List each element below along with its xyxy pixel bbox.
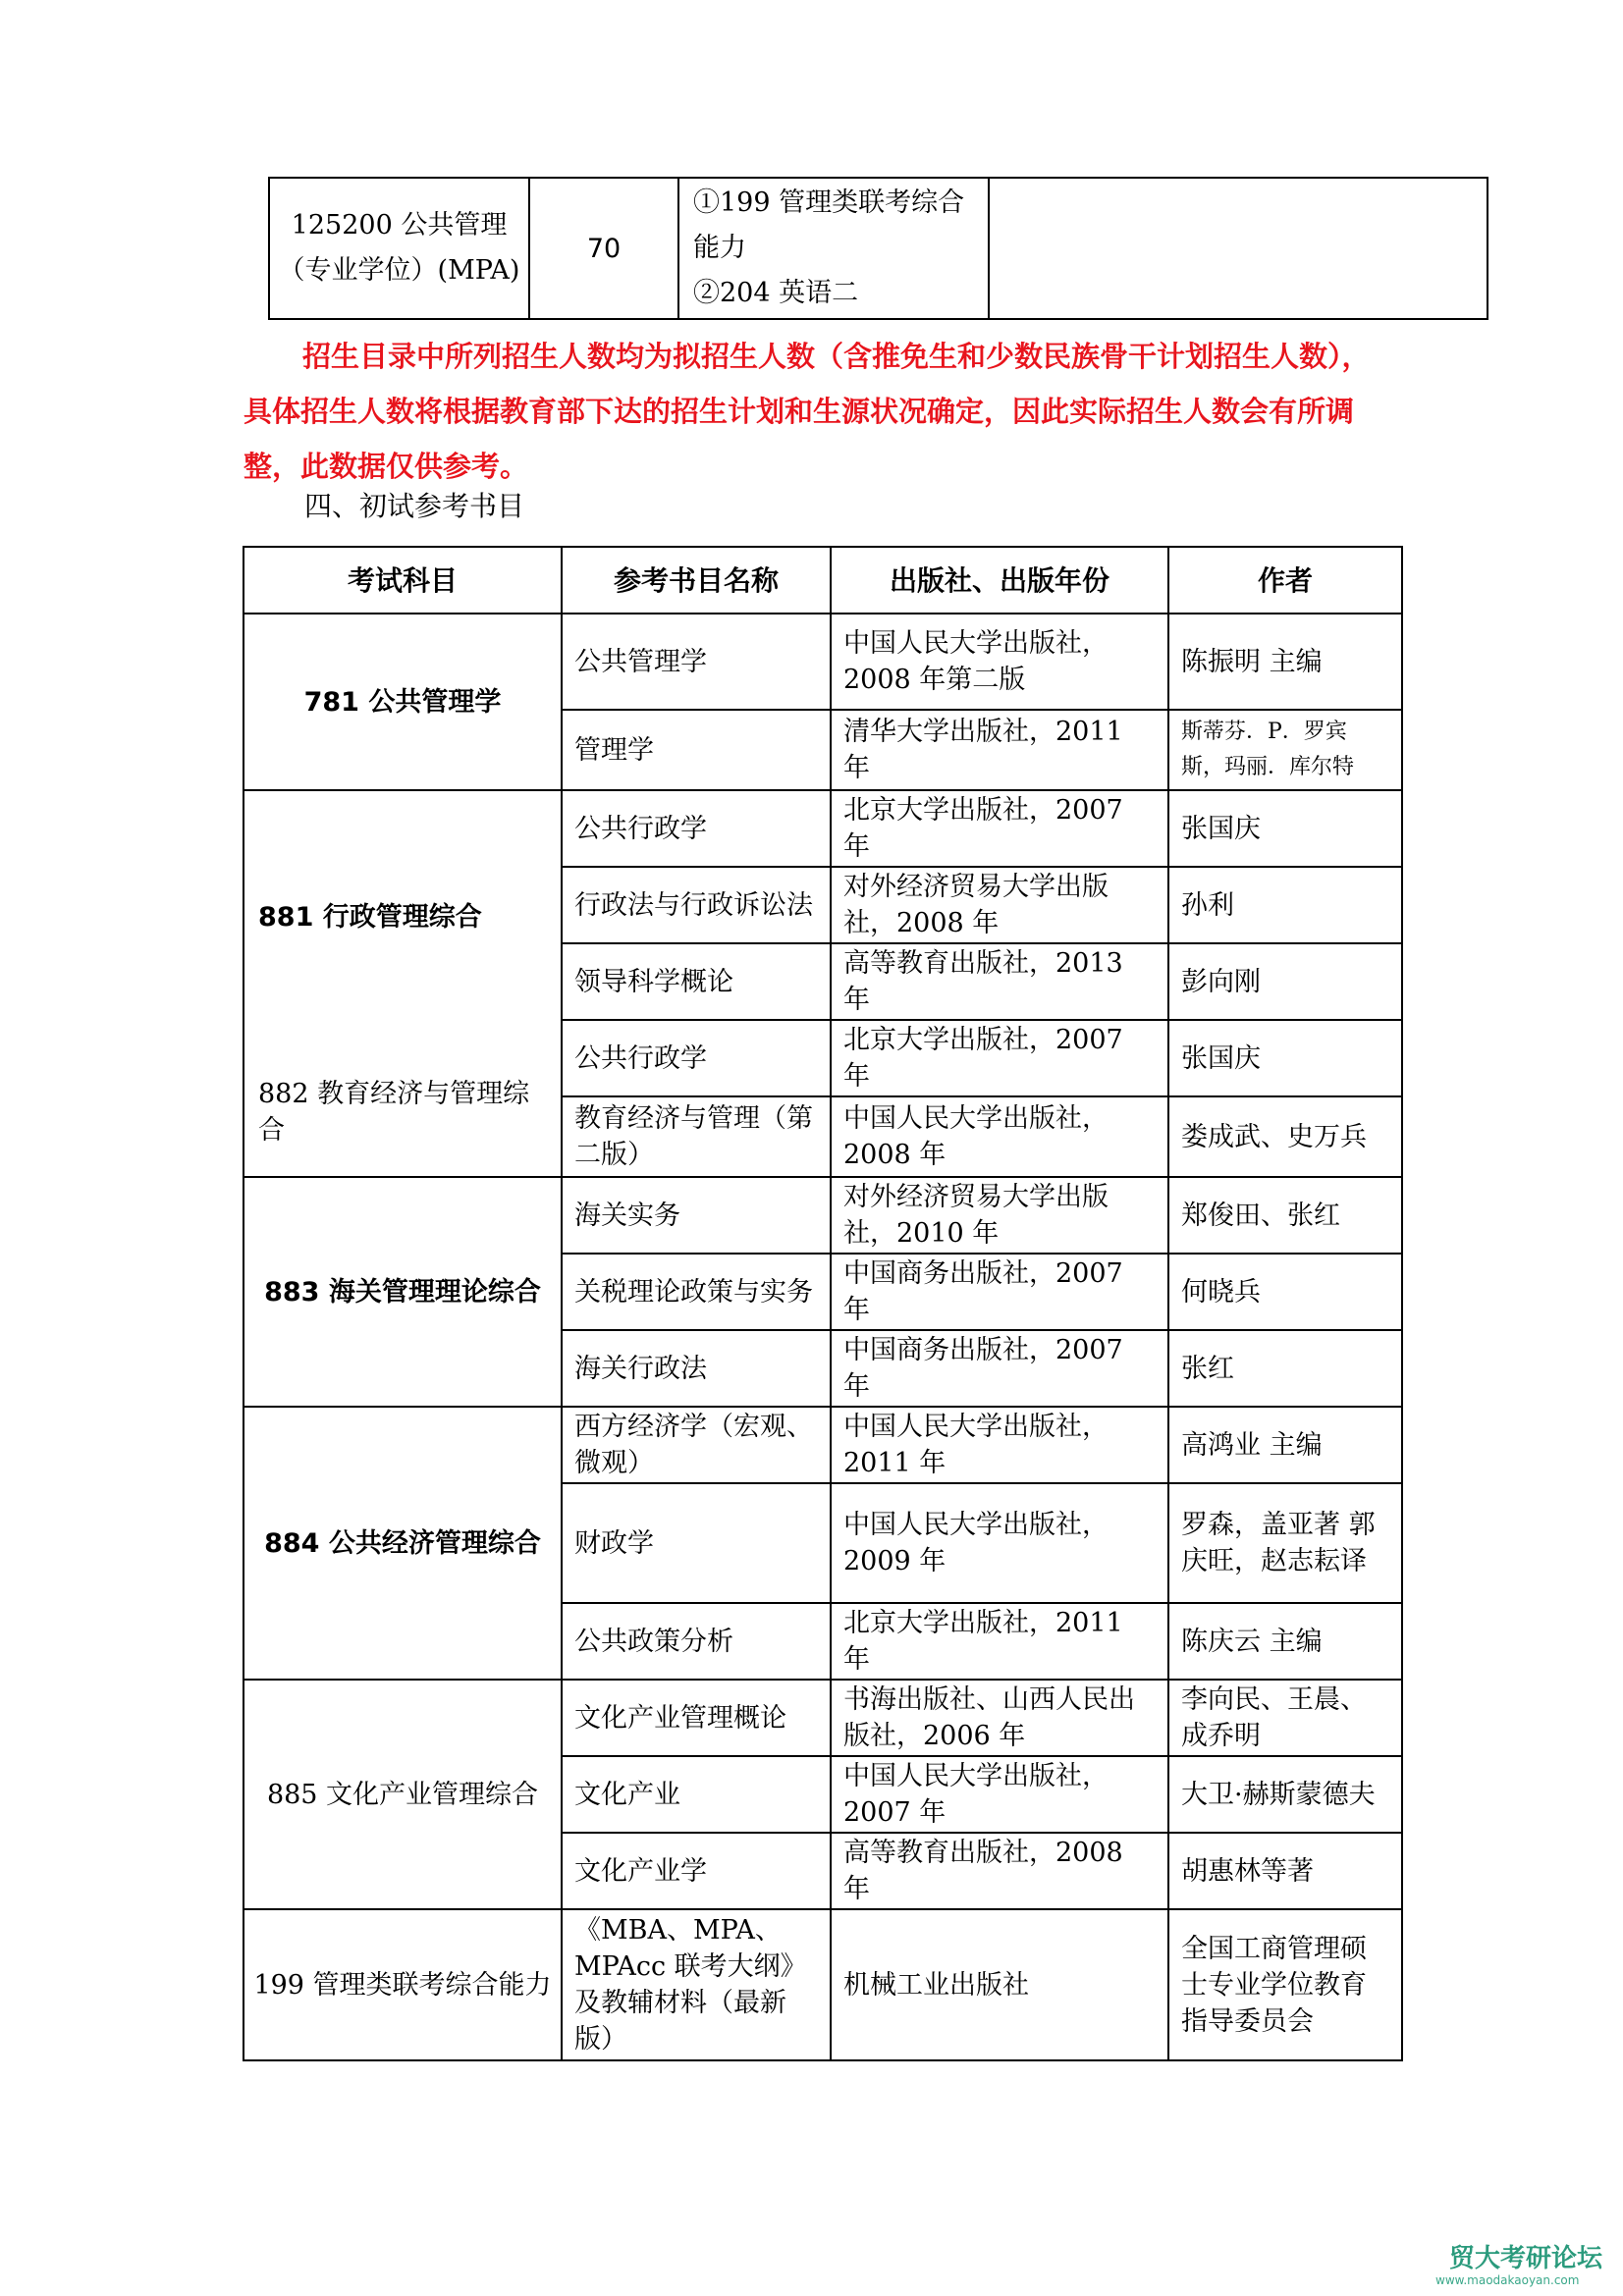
book-author: 罗森，盖亚著 郭庆旺，赵志耘译 bbox=[1168, 1483, 1402, 1603]
book-author: 全国工商管理硕士专业学位教育指导委员会 bbox=[1168, 1909, 1402, 2060]
book-title: 文化产业管理概论 bbox=[562, 1680, 831, 1756]
book-author: 张国庆 bbox=[1168, 1020, 1402, 1096]
book-author: 陈振明 主编 bbox=[1168, 614, 1402, 710]
book-publisher: 中国人民大学出版社，2008 年 bbox=[831, 1096, 1168, 1177]
notice-line-2: 具体招生人数将根据教育部下达的招生计划和生源状况确定，因此实际招生人数会有所调 bbox=[243, 395, 1355, 428]
book-publisher: 北京大学出版社，2007 年 bbox=[831, 790, 1168, 867]
subject-885: 885 文化产业管理综合 bbox=[243, 1680, 562, 1909]
section-title: 四、初试参考书目 bbox=[304, 490, 525, 522]
book-title: 西方经济学（宏观、微观） bbox=[562, 1407, 831, 1483]
table-row bbox=[243, 790, 1402, 867]
book-publisher: 清华大学出版社，2011 年 bbox=[831, 710, 1168, 790]
subject-199: 199 管理类联考综合能力 bbox=[243, 1909, 562, 2060]
book-title: 公共行政学 bbox=[562, 1020, 831, 1096]
subject-881: 881 行政管理综合 bbox=[258, 902, 482, 933]
enrollment-notice bbox=[243, 329, 1382, 494]
book-title: 管理学 bbox=[562, 710, 831, 790]
watermark-logo: 贸大考研论坛 bbox=[1449, 2244, 1603, 2273]
book-author: 胡惠林等著 bbox=[1168, 1833, 1402, 1909]
book-publisher: 机械工业出版社 bbox=[831, 1909, 1168, 2060]
book-publisher: 中国人民大学出版社，2009 年 bbox=[831, 1483, 1168, 1603]
book-author: 孙利 bbox=[1168, 867, 1402, 943]
book-publisher: 中国商务出版社，2007 年 bbox=[831, 1330, 1168, 1407]
header-publisher: 出版社、出版年份 bbox=[831, 547, 1168, 614]
book-publisher: 北京大学出版社，2007 年 bbox=[831, 1020, 1168, 1096]
book-author: 大卫·赫斯蒙德夫 bbox=[1168, 1756, 1402, 1833]
book-title: 文化产业学 bbox=[562, 1833, 831, 1909]
book-publisher: 中国人民大学出版社，2007 年 bbox=[831, 1756, 1168, 1833]
book-title: 海关行政法 bbox=[562, 1330, 831, 1407]
book-title: 《MBA、MPA、MPAcc 联考大纲》及教辅材料（最新版） bbox=[562, 1909, 831, 2060]
book-publisher: 中国人民大学出版社，2008 年第二版 bbox=[831, 614, 1168, 710]
subject-781: 781 公共管理学 bbox=[243, 614, 562, 790]
notice-line-1: 招生目录中所列招生人数均为拟招生人数（含推免生和少数民族骨干计划招生人数）， bbox=[302, 340, 1371, 373]
book-author: 何晓兵 bbox=[1168, 1254, 1402, 1330]
program-row bbox=[269, 178, 1488, 319]
reference-books-table bbox=[243, 546, 1403, 2061]
book-title: 领导科学概论 bbox=[562, 943, 831, 1020]
header-author: 作者 bbox=[1168, 547, 1402, 614]
book-title: 财政学 bbox=[562, 1483, 831, 1603]
book-publisher: 对外经济贸易大学出版社，2010 年 bbox=[831, 1177, 1168, 1254]
program-exams bbox=[678, 178, 989, 319]
book-author: 斯蒂芬．P．罗宾斯，玛丽．库尔特 bbox=[1168, 710, 1402, 790]
program-table bbox=[268, 177, 1488, 320]
notice-line-3: 整，此数据仅供参考。 bbox=[243, 450, 529, 483]
program-quota: 70 bbox=[529, 178, 678, 319]
book-author: 李向民、王晨、成乔明 bbox=[1168, 1680, 1402, 1756]
book-title: 公共管理学 bbox=[562, 614, 831, 710]
subject-884: 884 公共经济管理综合 bbox=[243, 1407, 562, 1680]
book-publisher: 高等教育出版社，2013 年 bbox=[831, 943, 1168, 1020]
book-title: 教育经济与管理（第二版） bbox=[562, 1096, 831, 1177]
exam-subject-2: ②204 英语二 bbox=[693, 278, 859, 308]
book-title: 文化产业 bbox=[562, 1756, 831, 1833]
header-subject: 考试科目 bbox=[243, 547, 562, 614]
table-header-row bbox=[243, 547, 1402, 614]
book-author: 高鸿业 主编 bbox=[1168, 1407, 1402, 1483]
book-publisher: 北京大学出版社，2011 年 bbox=[831, 1603, 1168, 1680]
table-row bbox=[243, 1680, 1402, 1756]
book-publisher: 中国人民大学出版社，2011 年 bbox=[831, 1407, 1168, 1483]
table-row bbox=[243, 1177, 1402, 1254]
subject-882: 882 教育经济与管理综合 bbox=[258, 1079, 530, 1146]
book-author: 陈庆云 主编 bbox=[1168, 1603, 1402, 1680]
book-author: 彭向刚 bbox=[1168, 943, 1402, 1020]
book-publisher: 对外经济贸易大学出版社，2008 年 bbox=[831, 867, 1168, 943]
table-row bbox=[243, 614, 1402, 710]
book-publisher: 书海出版社、山西人民出版社，2006 年 bbox=[831, 1680, 1168, 1756]
header-book: 参考书目名称 bbox=[562, 547, 831, 614]
book-title: 关税理论政策与实务 bbox=[562, 1254, 831, 1330]
book-title: 公共行政学 bbox=[562, 790, 831, 867]
subject-883: 883 海关管理理论综合 bbox=[243, 1177, 562, 1407]
table-row bbox=[243, 1909, 1402, 2060]
book-publisher: 高等教育出版社，2008 年 bbox=[831, 1833, 1168, 1909]
book-author: 张国庆 bbox=[1168, 790, 1402, 867]
subject-881-882 bbox=[243, 790, 562, 1177]
book-title: 海关实务 bbox=[562, 1177, 831, 1254]
program-notes bbox=[989, 178, 1488, 319]
book-title: 公共政策分析 bbox=[562, 1603, 831, 1680]
book-title: 行政法与行政诉讼法 bbox=[562, 867, 831, 943]
book-author: 张红 bbox=[1168, 1330, 1402, 1407]
book-author: 郑俊田、张红 bbox=[1168, 1177, 1402, 1254]
program-name: 125200 公共管理（专业学位）(MPA) bbox=[269, 178, 529, 319]
exam-subject-1: ①199 管理类联考综合能力 bbox=[693, 187, 965, 263]
book-author: 娄成武、史万兵 bbox=[1168, 1096, 1402, 1177]
table-row bbox=[243, 1407, 1402, 1483]
watermark-url: www.maodakaoyan.com bbox=[1435, 2273, 1580, 2287]
book-publisher: 中国商务出版社，2007 年 bbox=[831, 1254, 1168, 1330]
